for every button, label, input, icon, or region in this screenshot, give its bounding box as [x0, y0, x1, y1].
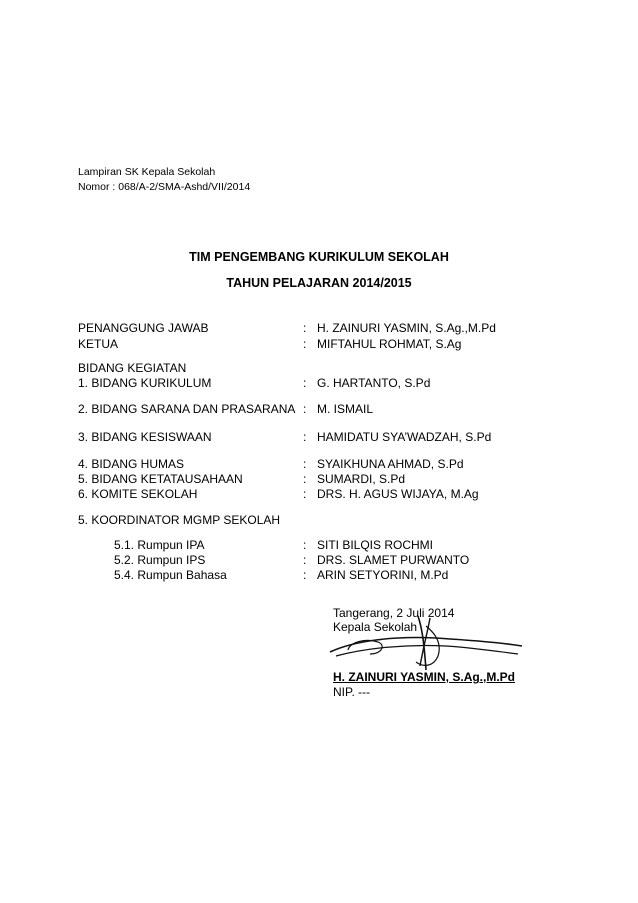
row-colon: :	[303, 472, 307, 486]
row-bidang-kurikulum	[78, 376, 618, 392]
row-colon: :	[303, 538, 307, 552]
row-label: 5.4. Rumpun Bahasa	[114, 568, 227, 582]
row-value: G. HARTANTO, S.Pd	[317, 376, 431, 390]
row-colon: :	[303, 321, 307, 335]
academic-year-title: TAHUN PELAJARAN 2014/2015	[226, 276, 412, 290]
section-bidang-kegiatan: BIDANG KEGIATAN	[78, 361, 187, 375]
decree-number: Nomor : 068/A-2/SMA-Ashd/VII/2014	[78, 181, 251, 193]
row-label: 5.2. Rumpun IPS	[114, 553, 206, 567]
row-rumpun-bahasa	[78, 568, 618, 584]
row-colon: :	[303, 487, 307, 501]
row-label: PENANGGUNG JAWAB	[78, 321, 209, 335]
row-colon: :	[303, 553, 307, 567]
row-colon: :	[303, 457, 307, 471]
row-label: 3. BIDANG KESISWAAN	[78, 430, 212, 444]
row-colon: :	[303, 402, 307, 416]
signatory-name: H. ZAINURI YASMIN, S.Ag.,M.Pd	[333, 670, 516, 684]
row-label: 5. BIDANG KETATAUSAHAAN	[78, 472, 243, 486]
row-value: SUMARDI, S.Pd	[317, 472, 406, 486]
row-value: M. ISMAIL	[317, 402, 374, 416]
row-value: H. ZAINURI YASMIN, S.Ag.,M.Pd	[317, 321, 496, 335]
row-value: MIFTAHUL ROHMAT, S.Ag	[317, 337, 462, 351]
row-rumpun-ipa	[78, 538, 618, 554]
row-value: HAMIDATU SYA’WADZAH, S.Pd	[317, 430, 492, 444]
row-value: SITI BILQIS ROCHMI	[317, 538, 434, 552]
row-komite-sekolah	[78, 487, 618, 503]
row-colon: :	[303, 337, 307, 351]
row-label: 5.1. Rumpun IPA	[114, 538, 205, 552]
row-bidang-sarana	[78, 402, 618, 418]
row-colon: :	[303, 376, 307, 390]
row-ketua	[78, 337, 618, 353]
signature-place-date: Tangerang, 2 Juli 2014	[333, 606, 455, 620]
row-penanggung-jawab	[78, 321, 618, 337]
row-colon: :	[303, 430, 307, 444]
row-value: DRS. SLAMET PURWANTO	[317, 553, 470, 567]
row-colon: :	[303, 568, 307, 582]
row-label: 6. KOMITE SEKOLAH	[78, 487, 198, 501]
signatory-nip: NIP. ---	[333, 685, 371, 699]
row-value: DRS. H. AGUS WIJAYA, M.Ag	[317, 487, 479, 501]
row-label: 2. BIDANG SARANA DAN PRASARANA	[78, 402, 296, 416]
row-value: ARIN SETYORINI, M.Pd	[317, 568, 449, 582]
signature-position: Kepala Sekolah	[333, 620, 418, 634]
row-rumpun-ips	[78, 553, 618, 569]
handwritten-signature	[326, 612, 526, 674]
row-bidang-kesiswaan	[78, 430, 618, 446]
row-label: 4. BIDANG HUMAS	[78, 457, 185, 471]
attachment-line: Lampiran SK Kepala Sekolah	[78, 166, 216, 178]
section-koordinator-mgmp: 5. KOORDINATOR MGMP SEKOLAH	[78, 513, 281, 527]
row-bidang-ketatausahaan	[78, 472, 618, 488]
row-label: 1. BIDANG KURIKULUM	[78, 376, 212, 390]
row-label: KETUA	[78, 337, 119, 351]
row-bidang-humas	[78, 457, 618, 473]
row-value: SYAIKHUNA AHMAD, S.Pd	[317, 457, 464, 471]
document-title: TIM PENGEMBANG KURIKULUM SEKOLAH	[189, 250, 449, 264]
